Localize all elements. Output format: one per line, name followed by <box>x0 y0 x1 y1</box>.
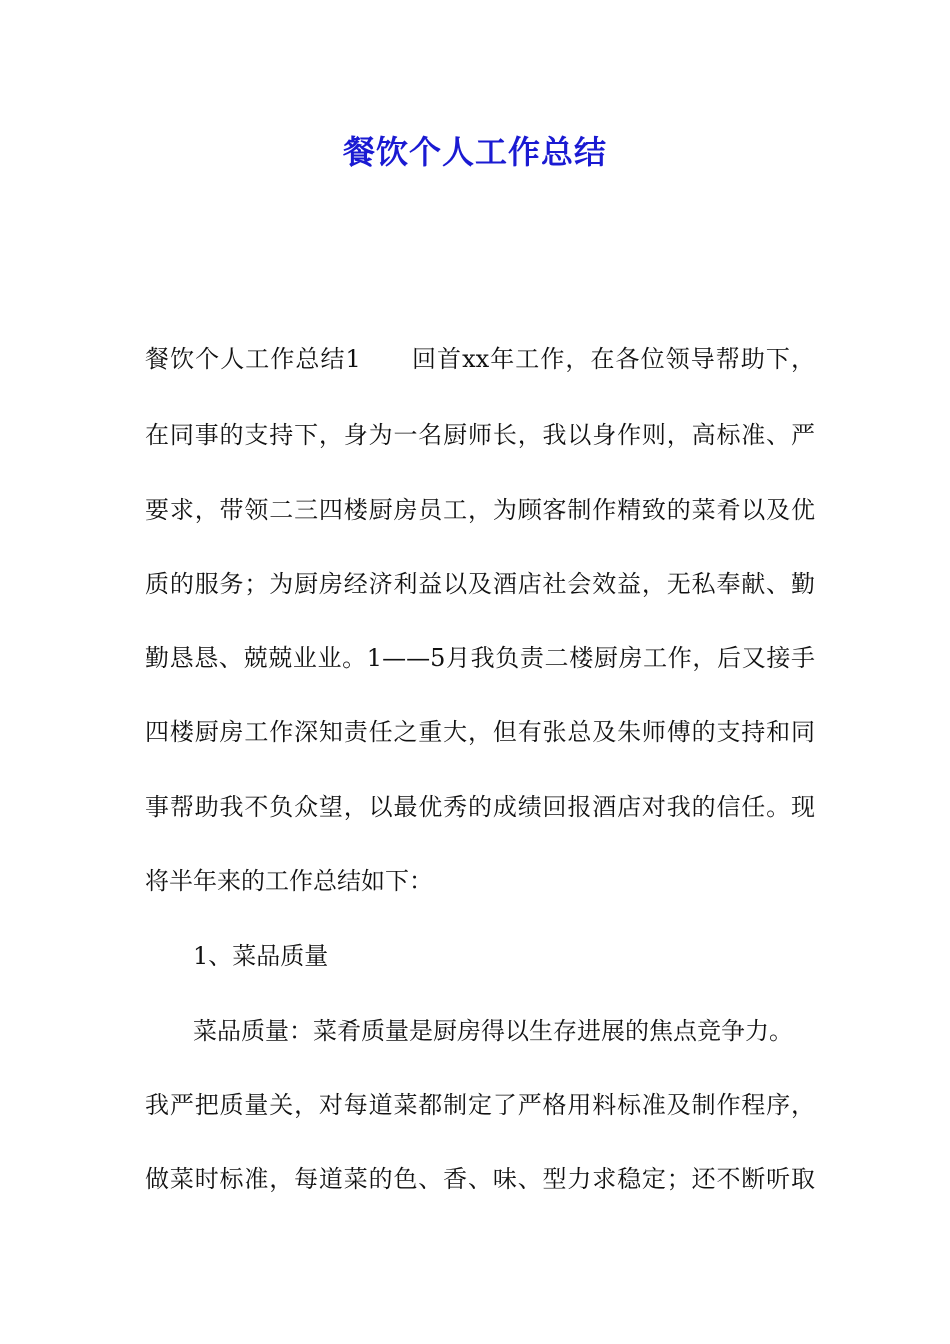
body-line-1: 餐饮个人工作总结1 回首xx年工作，在各位领导帮助下， <box>145 345 815 373</box>
section-heading: 1、菜品质量 <box>193 942 329 970</box>
body-line-5: 勤恳恳、兢兢业业。1——5月我负责二楼厨房工作，后又接手 <box>145 644 815 672</box>
body-line-12: 做菜时标准，每道菜的色、香、味、型力求稳定；还不断听取 <box>145 1165 815 1193</box>
document-title: 餐饮个人工作总结 <box>342 133 607 171</box>
body-line-7: 事帮助我不负众望，以最优秀的成绩回报酒店对我的信任。现 <box>145 793 815 821</box>
body-line-6: 四楼厨房工作深知责任之重大，但有张总及朱师傅的支持和同 <box>145 718 815 746</box>
body-line-10: 菜品质量：菜肴质量是厨房得以生存进展的焦点竞争力。 <box>193 1017 793 1045</box>
body-line-8: 将半年来的工作总结如下： <box>145 867 433 895</box>
body-line-3: 要求，带领二三四楼厨房员工，为顾客制作精致的菜肴以及优 <box>145 496 815 524</box>
body-line-4: 质的服务；为厨房经济利益以及酒店社会效益，无私奉献、勤 <box>145 570 815 598</box>
body-line-2: 在同事的支持下，身为一名厨师长，我以身作则，高标准、严 <box>145 421 815 449</box>
body-line-11: 我严把质量关，对每道菜都制定了严格用料标准及制作程序， <box>145 1091 815 1119</box>
